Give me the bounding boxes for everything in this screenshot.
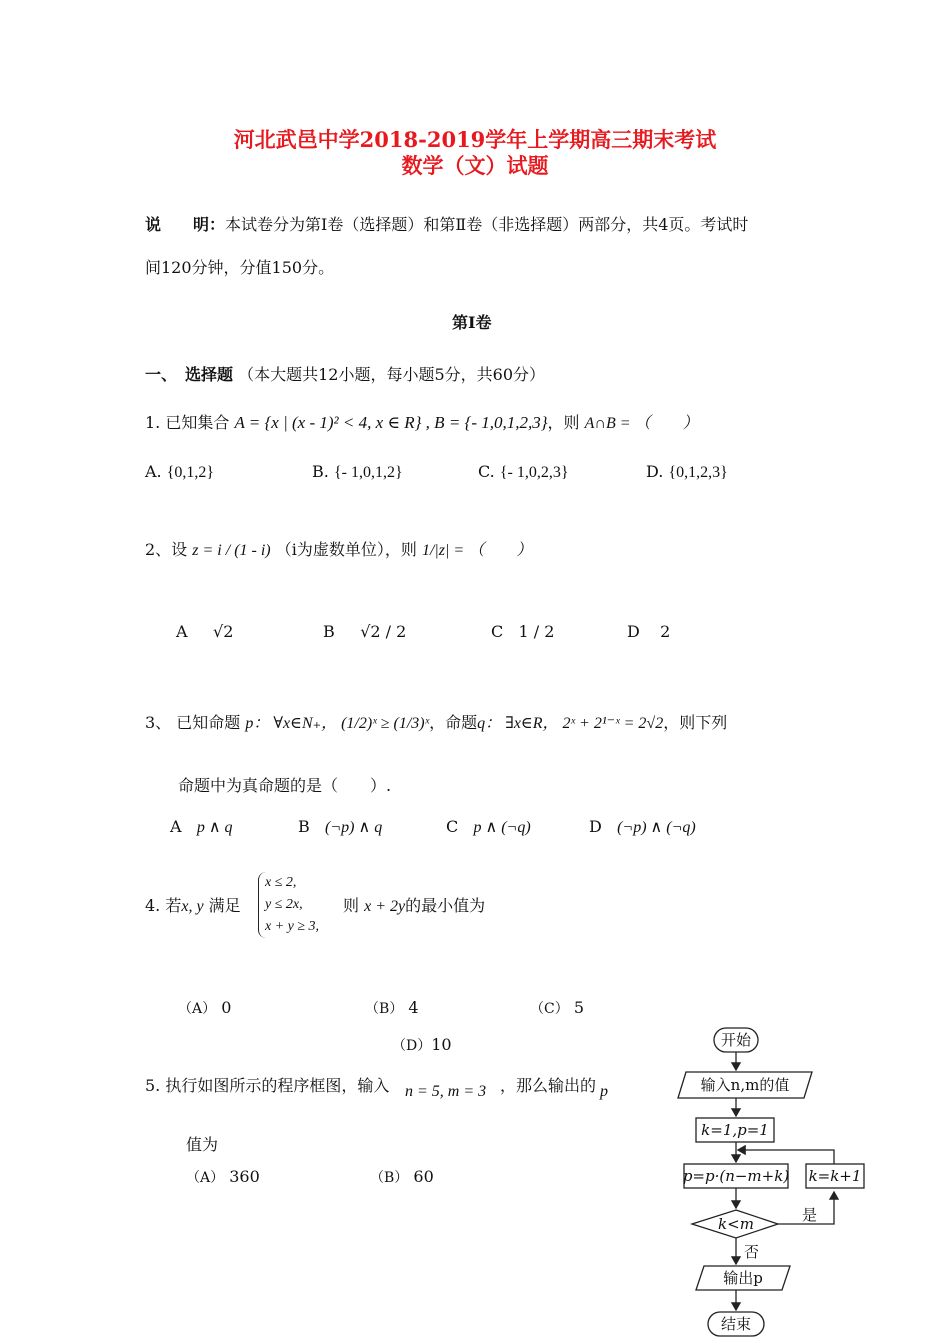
q4-a-letter: （A）: [178, 1001, 217, 1017]
intro-text1: 本试卷分为第Ⅰ卷（选择题）和第Ⅱ卷（非选择题）两部分，共4页。考试时: [225, 215, 749, 234]
intro-line1: [145, 212, 748, 235]
q4-d-letter: （D）: [392, 1038, 432, 1054]
q4-cond-2: y ≤ 2x,: [265, 897, 303, 912]
q2-note: （i为虚数单位），则: [275, 540, 417, 559]
part-heading: 第Ⅰ卷: [452, 313, 492, 332]
q5-stem-line: [145, 1073, 389, 1096]
q2-stem-line: [145, 537, 532, 560]
q4-cond-1: x ≤ 2,: [265, 875, 297, 890]
q1-set-expr: A = {x | (x - 1)² < 4, x ∈ R} , B = {- 1,0,1,2,3}: [234, 413, 548, 432]
q3-stem-line: [145, 710, 727, 733]
q4-b-letter: （B）: [365, 1001, 404, 1017]
q1-b-value: {- 1,0,1,2}: [333, 464, 403, 481]
flow-yes-label: 是: [802, 1206, 818, 1224]
q1-option-b: [312, 462, 403, 482]
q3-option-b: [298, 817, 382, 837]
q5-b-letter: （B）: [370, 1170, 409, 1186]
section-heading: [145, 362, 545, 385]
q4-ask-line: [343, 893, 485, 916]
q4-c-value: 5: [573, 998, 584, 1017]
flow-end-label: 结束: [720, 1315, 752, 1333]
q1-a-letter: A.: [145, 462, 162, 481]
flow-increment-label: k=k+1: [808, 1167, 862, 1185]
flow-start-label: 开始: [720, 1031, 752, 1049]
program-flowchart: [668, 1020, 888, 1340]
q2-a-value: √2: [213, 622, 234, 641]
q2-z-expr: z = i / (1 - i): [192, 542, 271, 559]
intro-line2: 间120分钟，分值150分。: [145, 258, 335, 277]
flow-init-label: k=1,p=1: [701, 1121, 769, 1139]
q5-line2: 值为: [186, 1135, 219, 1154]
flow-process-label: p=p·(n−m+k): [682, 1167, 790, 1185]
q3-b-letter: B: [298, 817, 310, 836]
q1-a-value: {0,1,2}: [166, 464, 215, 481]
q3-b-value: (¬p) ∧ q: [325, 819, 383, 836]
q4-vars: x, y: [181, 898, 204, 915]
section-note: （本大题共12小题，每小题5分，共60分）: [238, 365, 546, 384]
q2-a-letter: A: [176, 622, 188, 641]
q4-option-d: [392, 1035, 452, 1055]
q4-c-letter: （C）: [530, 1001, 569, 1017]
q5-option-b: [370, 1167, 434, 1187]
q4-option-c: [530, 998, 584, 1018]
q4-option-b: [365, 998, 419, 1018]
q4-stem: [145, 893, 241, 916]
q4-b-value: 4: [408, 998, 419, 1017]
q4-cond-3: x + y ≥ 3,: [265, 919, 320, 934]
q1-d-letter: D.: [646, 462, 664, 481]
q4-expr: x + 2y: [364, 898, 406, 915]
doc-subtitle: 数学（文）试题: [401, 153, 549, 178]
q2-option-d: [627, 622, 670, 641]
q3-d-value: (¬p) ∧ (¬q): [617, 819, 696, 836]
doc-title: 河北武邑中学2018-2019学年上学期高三期末考试: [233, 127, 717, 152]
flow-no-label: 否: [744, 1243, 760, 1261]
q5-stem: 5. 执行如图所示的程序框图，输入: [145, 1076, 390, 1095]
q3-option-a: [170, 817, 233, 837]
intro-label: 说 明：: [145, 215, 226, 234]
flow-output-label: 输出p: [723, 1269, 763, 1287]
q3-a-letter: A: [170, 817, 182, 836]
q2-ask: 1/|z| = （ ）: [421, 542, 533, 559]
q2-option-c: [491, 622, 554, 641]
q2-b-letter: B: [323, 622, 335, 641]
flow-input-label: 输入n,m的值: [700, 1076, 790, 1094]
q3-c-value: p ∧ (¬q): [473, 819, 531, 836]
q4-d-value: 10: [431, 1035, 452, 1054]
q5-var: p: [600, 1083, 608, 1100]
q2-d-value: 2: [660, 622, 671, 641]
q5-a-letter: （A）: [186, 1170, 225, 1186]
q4-satisfy: 满足: [208, 896, 241, 915]
q1-c-letter: C.: [478, 462, 495, 481]
q4-then: 则: [343, 896, 360, 915]
q3-option-c: [446, 817, 531, 837]
q5-tail: ，那么输出的: [500, 1076, 597, 1095]
q3-p-expr: p： ∀x∈N₊， (1/2)ˣ ≥ (1/3)ˣ: [245, 715, 430, 732]
q1-stem-line: [145, 410, 699, 433]
q5-input: n = 5, m = 3: [405, 1083, 487, 1100]
q1-d-value: {0,1,2,3}: [668, 464, 728, 481]
q3-line2: 命题中为真命题的是（ ）.: [178, 776, 392, 795]
q1-stem: 1. 已知集合: [145, 413, 230, 432]
q3-mid: ，命题: [429, 713, 478, 732]
section-label: 一、 选择题: [145, 365, 234, 384]
q3-a-value: p ∧ q: [196, 819, 233, 836]
q3-c-letter: C: [446, 817, 459, 836]
q2-option-b: [323, 622, 406, 641]
q3-d-letter: D: [589, 817, 602, 836]
q4-a-value: 0: [221, 998, 232, 1017]
q1-option-d: [646, 462, 728, 482]
q2-stem: 2、设: [145, 540, 188, 559]
q1-option-a: [145, 462, 214, 482]
q4-ask: 的最小值为: [405, 896, 486, 915]
q1-b-letter: B.: [312, 462, 329, 481]
q2-b-value: √2 / 2: [360, 622, 407, 641]
q5-option-a: [186, 1167, 260, 1187]
q2-c-value: 1 / 2: [518, 622, 555, 641]
q1-then: ，则: [547, 413, 580, 432]
q4-constraint-system: [258, 872, 319, 938]
q3-stem: 3、 已知命题: [145, 713, 241, 732]
q3-option-d: [589, 817, 696, 837]
q2-option-a: [176, 622, 233, 641]
q5-b-value: 60: [413, 1167, 434, 1186]
q1-ask: A∩B = （ ）: [584, 415, 699, 432]
q1-c-value: {- 1,0,2,3}: [499, 464, 569, 481]
q5-a-value: 360: [229, 1167, 260, 1186]
q2-c-letter: C: [491, 622, 504, 641]
flow-decision-label: k<m: [718, 1215, 754, 1233]
q4-stem-text: 4. 若: [145, 896, 182, 915]
q3-q-expr: q： ∃x∈R， 2ˣ + 2¹⁻ˣ = 2√2: [477, 715, 664, 732]
q3-tail: ，则下列: [663, 713, 728, 732]
q2-d-letter: D: [627, 622, 640, 641]
q1-option-c: [478, 462, 569, 482]
q4-option-a: [178, 998, 231, 1018]
